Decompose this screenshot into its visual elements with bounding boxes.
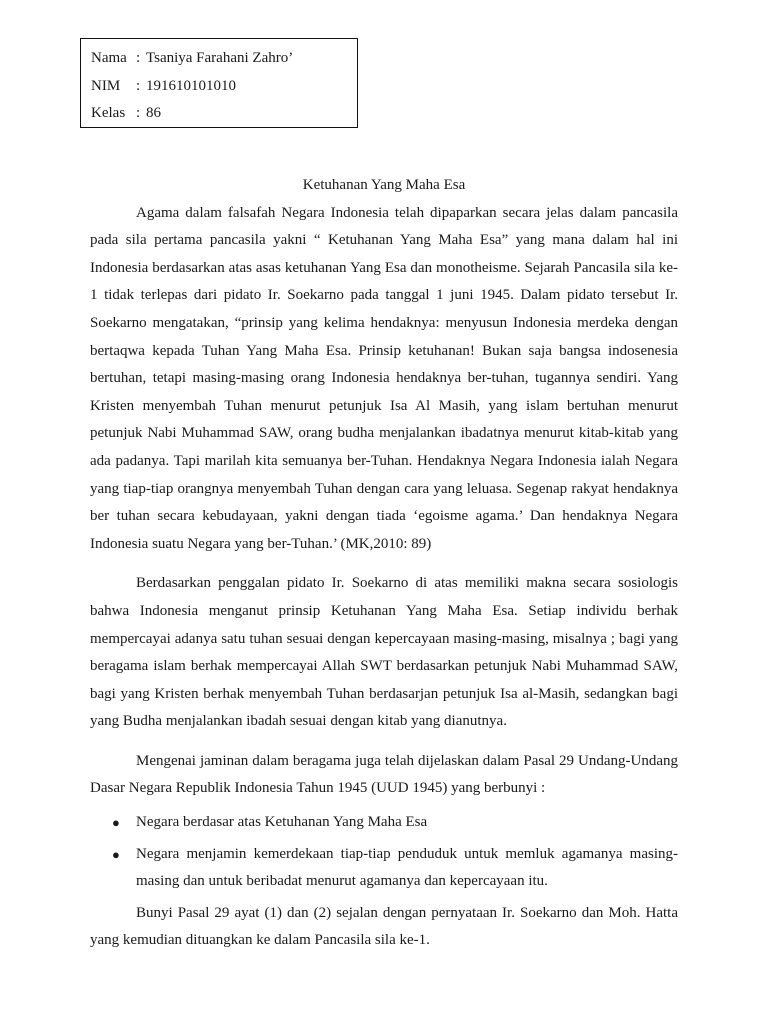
bullet-icon: ●: [112, 846, 120, 862]
identity-separator: :: [136, 105, 141, 121]
student-identity-box: [80, 38, 358, 128]
paragraph-3: Mengenai jaminan dalam beragama juga telah dijelaskan dalam Pasal 29 Undang-Undang Dasar Negara Republik Indonesia Tahun 1945 (UUD 1945) yang berbunyi :: [90, 752, 678, 797]
identity-label: NIM: [91, 77, 121, 94]
article-29-list: [90, 809, 678, 896]
bullet-icon: ●: [112, 815, 120, 831]
identity-row-name: [91, 45, 357, 73]
list-item-text: Negara berdasar atas Ketuhanan Yang Maha Esa: [136, 814, 428, 831]
identity-value-nim: 191610101010: [146, 77, 236, 94]
identity-row-class: [91, 100, 357, 128]
paragraph-2: Berdasarkan penggalan pidato Ir. Soekarno di atas memiliki makna secara sosiologis bahwa Indonesia menganut prinsip Ketuhanan Yang Maha Esa. Setiap individu berhak mempercayai adanya satu tuhan sesuai dengan kepercayaan masing-masing, misalnya ; bagi yang beragama islam berhak mempercayai Allah SWT berdasarkan petunjuk Nabi Muhammad SAW, bagi yang Kristen berhak menyembah Tuhan berdasarjan petunjuk Isa al-Masih, sedangkan bagi yang Budha menjalankan ibadah sesuai dengan kitab yang dianutnya.: [90, 575, 678, 730]
list-item: [90, 841, 678, 896]
list-item-text: Negara menjamin kemerdekaan tiap-tiap penduduk untuk memluk agamanya masing-masing dan untuk beribadat menurut agamanya dan kepercayaan itu.: [136, 845, 678, 890]
identity-row-nim: [91, 73, 357, 101]
closing-paragraph: Bunyi Pasal 29 ayat (1) dan (2) sejalan dengan pernyataan Ir. Soekarno dan Moh. Hatta yang kemudian dituangkan ke dalam Pancasila sila ke-1.: [90, 904, 678, 949]
identity-separator: :: [136, 77, 141, 94]
list-item: [90, 809, 678, 837]
identity-label: Kelas: [91, 105, 126, 121]
document-title: Ketuhanan Yang Maha Esa: [302, 177, 466, 193]
document-body: [90, 172, 678, 955]
identity-separator: :: [136, 50, 141, 66]
identity-label: Nama: [91, 50, 127, 66]
identity-value-name: Tsaniya Farahani Zahro’: [146, 50, 294, 66]
identity-value-class: 86: [146, 105, 161, 121]
paragraph-1: Agama dalam falsafah Negara Indonesia telah dipaparkan secara jelas dalam pancasila pada sila pertama pancasila yakni “ Ketuhanan Yang Maha Esa” yang mana dalam hal ini Indonesia berdasarkan atas asas ketuhanan Yang Esa dan monotheisme. Sejarah Pancasila sila ke-1 tidak terlepas dari pidato Ir. Soekarno pada tanggal 1 juni 1945. Dalam pidato tersebut Ir. Soekarno mengatakan, “prinsip yang kelima hendaknya: menyusun Indonesia merdeka dengan bertaqwa kepada Tuhan Yang Maha Esa. Prinsip ketuhanan! Bukan saja bangsa indosenesia bertuhan, tetapi masing-masing orang Indonesia hendaknya ber-tuhan, tugannya sendiri. Yang Kristen menyembah Tuhan menurut petunjuk Isa Al Masih, yang islam bertuhan menurut petunjuk Nabi Muhammad SAW, orang budha menjalankan ibadatnya menurut kitab-kitab yang ada padanya. Tapi marilah kita semuanya ber-Tuhan. Hendaknya Negara Indonesia ialah Negara yang tiap-tiap orangnya menyembah Tuhan dengan cara yang leluasa. Segenap rakyat hendaknya ber tuhan secara kebudayaan, yakni dengan tiada ‘egoisme agama.’ Dan hendaknya Negara Indonesia suatu Negara yang ber-Tuhan.’ (MK,2010: 89): [90, 204, 678, 552]
